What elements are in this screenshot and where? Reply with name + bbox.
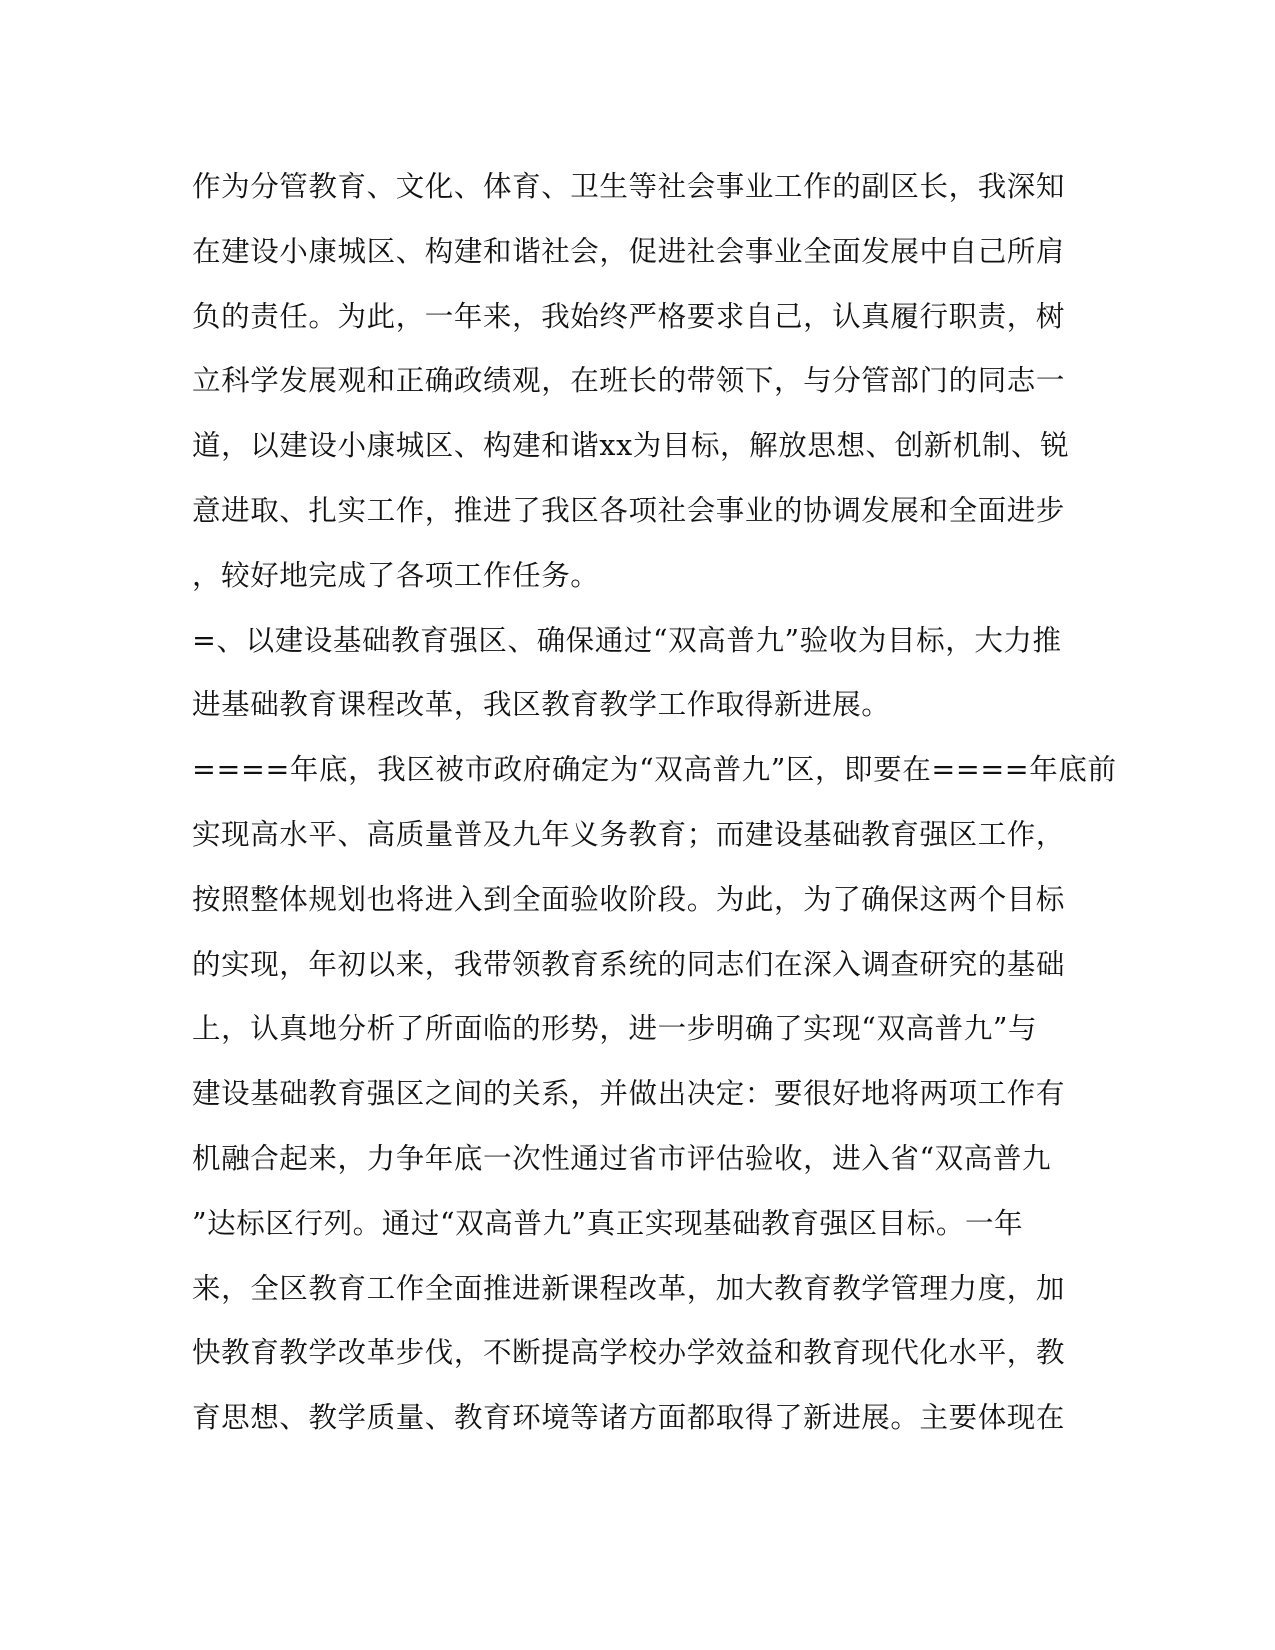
text-line: 育思想、教学质量、教育环境等诸方面都取得了新进展。主要体现在: [192, 1401, 1066, 1435]
text-line: =、以建设基础教育强区、确保通过“双高普九”验收为目标，大力推: [192, 623, 1062, 657]
text-line: 来，全区教育工作全面推进新课程改革，加大教育教学管理力度，加: [192, 1271, 1066, 1305]
text-line: 在建设小康城区、构建和谐社会，促进社会事业全面发展中自己所肩: [192, 234, 1066, 268]
text-line: 按照整体规划也将进入到全面验收阶段。为此，为了确保这两个目标: [192, 882, 1066, 916]
text-line: 意进取、扎实工作，推进了我区各项社会事业的协调发展和全面进步: [192, 493, 1066, 527]
body-text: [192, 155, 1117, 1451]
text-line: 负的责任。为此，一年来，我始终严格要求自己，认真履行职责，树: [192, 299, 1066, 333]
text-line: ”达标区行列。通过“双高普九”真正实现基础教育强区目标。一年: [192, 1206, 1024, 1240]
text-line: 机融合起来，力争年底一次性通过省市评估验收，进入省“双高普九: [192, 1141, 1052, 1175]
text-line: 的实现，年初以来，我带领教育系统的同志们在深入调查研究的基础: [192, 947, 1066, 981]
text-line: 立科学发展观和正确政绩观，在班长的带领下，与分管部门的同志一: [192, 364, 1066, 398]
text-line: ，较好地完成了各项工作任务。: [192, 558, 600, 592]
text-line: 作为分管教育、文化、体育、卫生等社会事业工作的副区长，我深知: [192, 170, 1066, 203]
text-line: 上，认真地分析了所面临的形势，进一步明确了实现“双高普九”与: [192, 1012, 1038, 1046]
text-line: 道，以建设小康城区、构建和谐xx为目标，解放思想、创新机制、锐: [192, 429, 1070, 463]
text-line: 建设基础教育强区之间的关系，并做出决定：要很好地将两项工作有: [192, 1077, 1066, 1111]
text-line: 实现高水平、高质量普及九年义务教育；而建设基础教育强区工作，: [192, 817, 1066, 851]
text-line: 快教育教学改革步伐，不断提高学校办学效益和教育现代化水平，教: [192, 1336, 1066, 1370]
text-line: 进基础教育课程改革，我区教育教学工作取得新进展。: [192, 688, 891, 722]
text-line: ====年底，我区被市政府确定为“双高普九”区，即要在====年底前: [192, 753, 1117, 787]
